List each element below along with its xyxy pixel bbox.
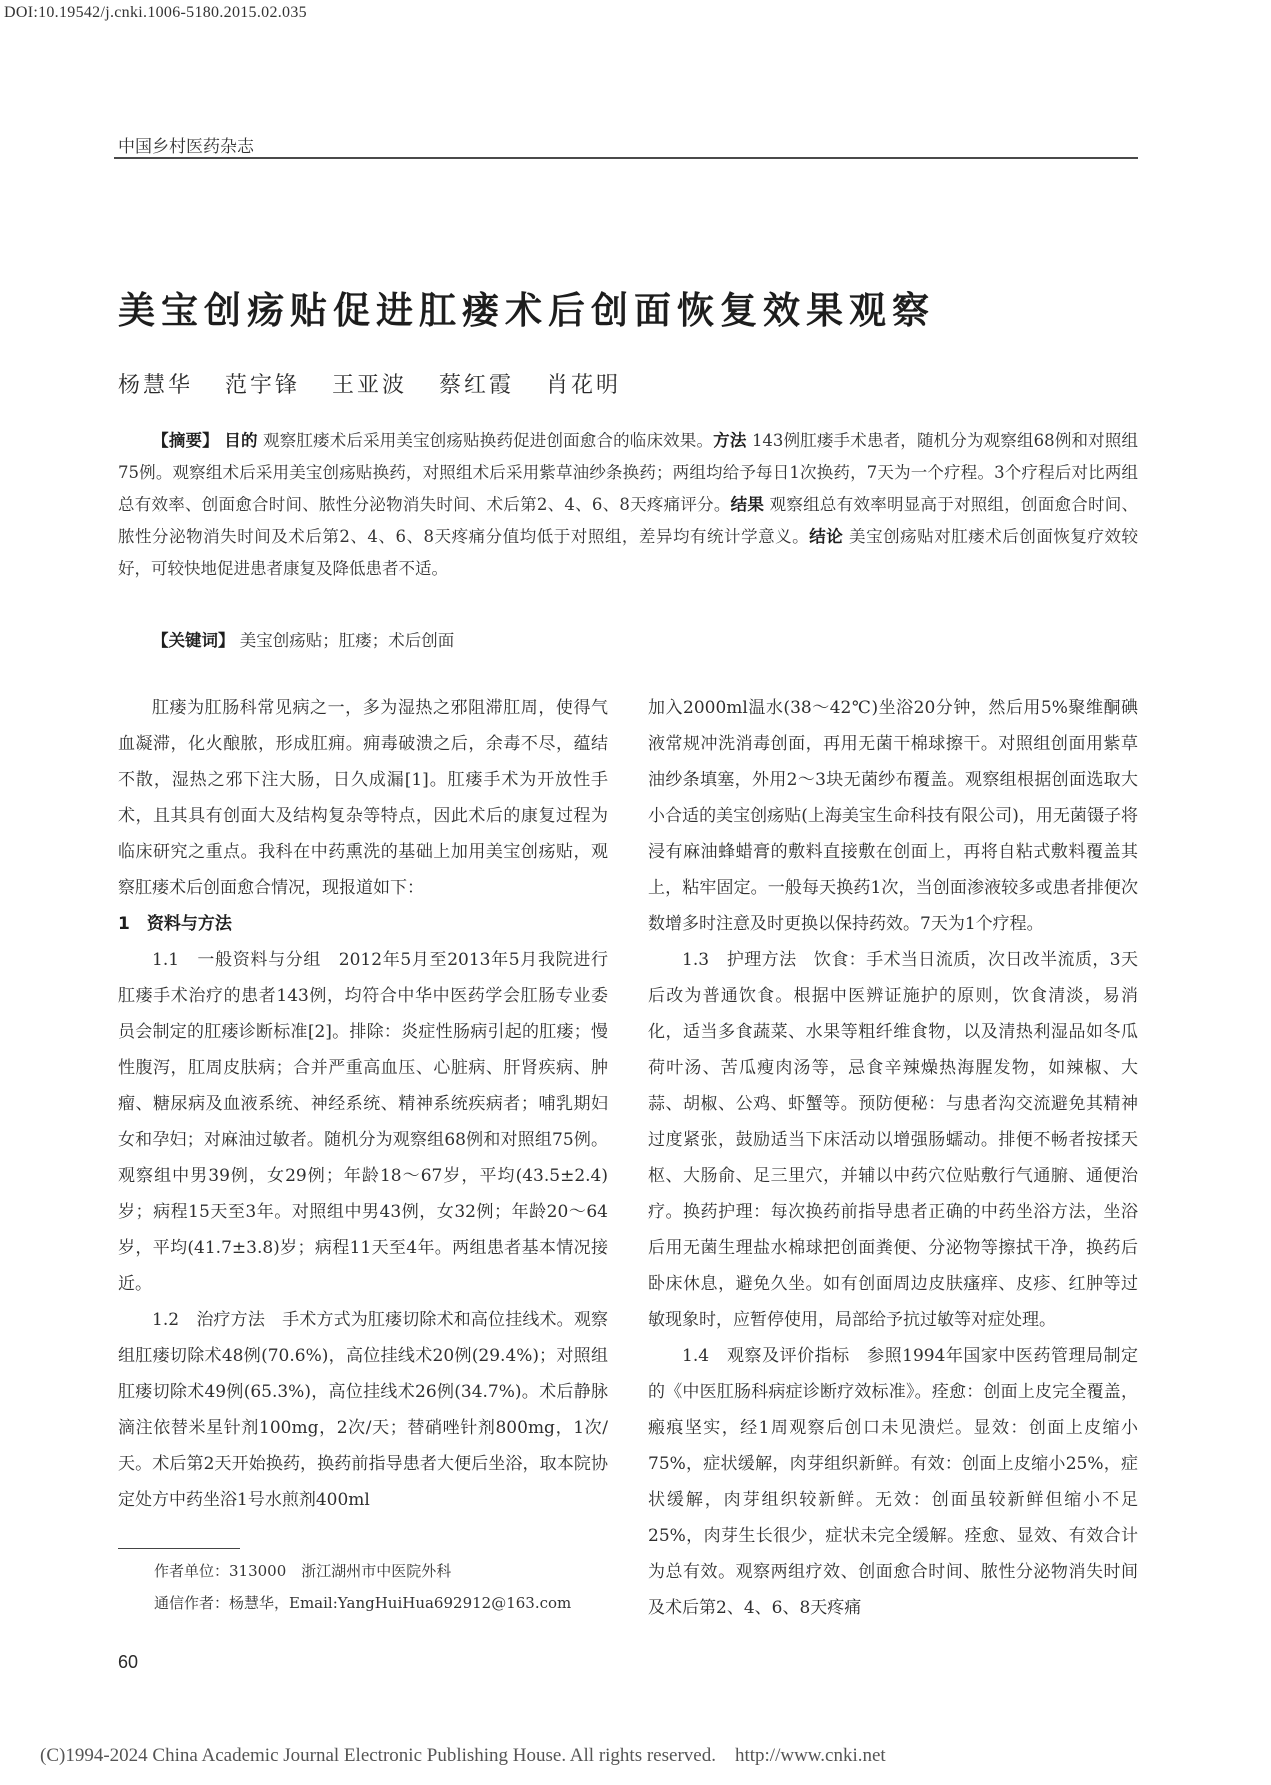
header-divider — [114, 157, 1138, 159]
methods-label: 方法 — [713, 431, 747, 450]
right-column — [648, 690, 1138, 1626]
article-title: 美宝创疡贴促进肛瘘术后创面恢复效果观察 — [118, 289, 935, 332]
keywords-text: 美宝创疡贴；肛瘘；术后创面 — [239, 631, 455, 650]
paragraph-1-2: 1.2 治疗方法 手术方式为肛瘘切除术和高位挂线术。观察组肛瘘切除术48例(70.6%)，高位挂线术20例(29.4%)；对照组肛瘘切除术49例(65.3%)，高位挂线术26例(34.7%)。术后静脉滴注依替米星针剂100mg，2次/天；替硝唑针剂800mg，1次/天。术后第2天开始换药，换药前指导患者大便后坐浴，取本院协定处方中药坐浴1号水煎剂400ml — [118, 1310, 608, 1510]
page-number: 60 — [118, 1652, 139, 1672]
author-list: 杨慧华 范宇锋 王亚波 蔡红霞 肖花明 — [118, 373, 621, 398]
footnote-divider — [118, 1548, 240, 1549]
keywords — [152, 627, 454, 651]
objective-label: 目的 — [224, 431, 258, 450]
paragraph-1-2-continued: 加入2000ml温水(38～42℃)坐浴20分钟，然后用5%聚维酮碘液常规冲洗消毒创面，再用无菌干棉球擦干。对照组创面用紫草油纱条填塞，外用2～3块无菌纱布覆盖。观察组根据创面选取大小合适的美宝创疡贴(上海美宝生命科技有限公司)，用无菌镊子将浸有麻油蜂蜡膏的敷料直接敷在创面上，再将自粘式敷料覆盖其上，粘牢固定。一般每天换药1次，当创面渗液较多或患者排便次数增多时注意及时更换以保持药效。7天为1个疗程。 — [648, 698, 1138, 934]
journal-name: 中国乡村医药杂志 — [118, 137, 254, 157]
keywords-label: 【关键词】 — [152, 631, 235, 650]
left-column — [118, 690, 608, 1518]
paragraph-1-3: 1.3 护理方法 饮食：手术当日流质，次日改半流质，3天后改为普通饮食。根据中医辨证施护的原则，饮食清淡，易消化，适当多食蔬菜、水果等粗纤维食物，以及清热利湿品如冬瓜荷叶汤、苦瓜瘦肉汤等，忌食辛辣燥热海腥发物，如辣椒、大蒜、胡椒、公鸡、虾蟹等。预防便秘：与患者沟交流避免其精神过度紧张，鼓励适当下床活动以增强肠蠕动。排便不畅者按揉天枢、大肠俞、足三里穴，并辅以中药穴位贴敷行气通腑、通便治疗。换药护理：每次换药前指导患者正确的中药坐浴方法，坐浴后用无菌生理盐水棉球把创面粪便、分泌物等擦拭干净，换药后卧床休息，避免久坐。如有创面周边皮肤瘙痒、皮疹、红肿等过敏现象时，应暂停使用，局部给予抗过敏等对症处理。 — [648, 950, 1138, 1330]
objective-text: 观察肛瘘术后采用美宝创疡贴换药促进创面愈合的临床效果。 — [263, 431, 714, 450]
paragraph-1-1: 1.1 一般资料与分组 2012年5月至2013年5月我院进行肛瘘手术治疗的患者143例，均符合中华中医药学会肛肠专业委员会制定的肛瘘诊断标准[2]。排除：炎症性肠病引起的肛瘘；慢性腹泻，肛周皮肤病；合并严重高血压、心脏病、肝肾疾病、肿瘤、糖尿病及血液系统、神经系统、精神系统疾病者；哺乳期妇女和孕妇；对麻油过敏者。随机分为观察组68例和对照组75例。观察组中男39例，女29例；年龄18～67岁，平均(43.5±2.4)岁；病程15天至3年。对照组中男43例，女32例；年龄20～64岁，平均(41.7±3.8)岁；病程11天至4年。两组患者基本情况接近。 — [118, 950, 608, 1294]
intro-paragraph: 肛瘘为肛肠科常见病之一，多为湿热之邪阻滞肛周，使得气血凝滞，化火酿脓，形成肛痈。痈毒破溃之后，余毒不尽，蕴结不散，湿热之邪下注大肠，日久成漏[1]。肛瘘手术为开放性手术，且其具有创面大及结构复杂等特点，因此术后的康复过程为临床研究之重点。我科在中药熏洗的基础上加用美宝创疡贴，观察肛瘘术后创面愈合情况，现报道如下： — [118, 698, 608, 898]
footnote-correspondence: 通信作者：杨慧华，Email:YangHuiHua692912@163.com — [154, 1594, 572, 1612]
conclusion-label: 结论 — [809, 527, 844, 546]
methods-text: 143例肛瘘手术患者，随机分为观察组68例和对照组75例。观察组术后采用美宝创疡贴换药，对照组术后采用紫草油纱条换药；两组均给予每日1次换药，7天为一个疗程。3个疗程后对比两组总有效率、创面愈合时间、脓性分泌物消失时间、术后第2、4、6、8天疼痛评分。 — [118, 431, 1139, 514]
footnote-unit: 作者单位：313000 浙江湖州市中医院外科 — [154, 1562, 452, 1580]
copyright-line: (C)1994-2024 China Academic Journal Electronic Publishing House. All rights reserved. http://www.cnki.net — [40, 1745, 886, 1766]
doi-header: DOI:10.19542/j.cnki.1006-5180.2015.02.035 — [4, 4, 307, 21]
results-label: 结果 — [730, 495, 765, 514]
conclusion-text: 美宝创疡贴对肛瘘术后创面恢复疗效较好，可较快地促进患者康复及降低患者不适。 — [118, 527, 1139, 578]
results-text: 观察组总有效率明显高于对照组，创面愈合时间、脓性分泌物消失时间及术后第2、4、6、8天疼痛分值均低于对照组，差异均有统计学意义。 — [118, 495, 1139, 546]
abstract — [118, 425, 1138, 585]
section-heading: 1 资料与方法 — [118, 914, 232, 934]
abstract-label: 【摘要】 — [152, 431, 219, 450]
paragraph-1-4: 1.4 观察及评价指标 参照1994年国家中医药管理局制定的《中医肛肠科病症诊断疗效标准》。痊愈：创面上皮完全覆盖，瘢痕坚实，经1周观察后创口未见溃烂。显效：创面上皮缩小75%，症状缓解，肉芽组织新鲜。有效：创面上皮缩小25%，症状缓解，肉芽组织较新鲜。无效：创面虽较新鲜但缩小不足25%，肉芽生长很少，症状未完全缓解。痊愈、显效、有效合计为总有效。观察两组疗效、创面愈合时间、脓性分泌物消失时间及术后第2、4、6、8天疼痛 — [648, 1346, 1138, 1618]
